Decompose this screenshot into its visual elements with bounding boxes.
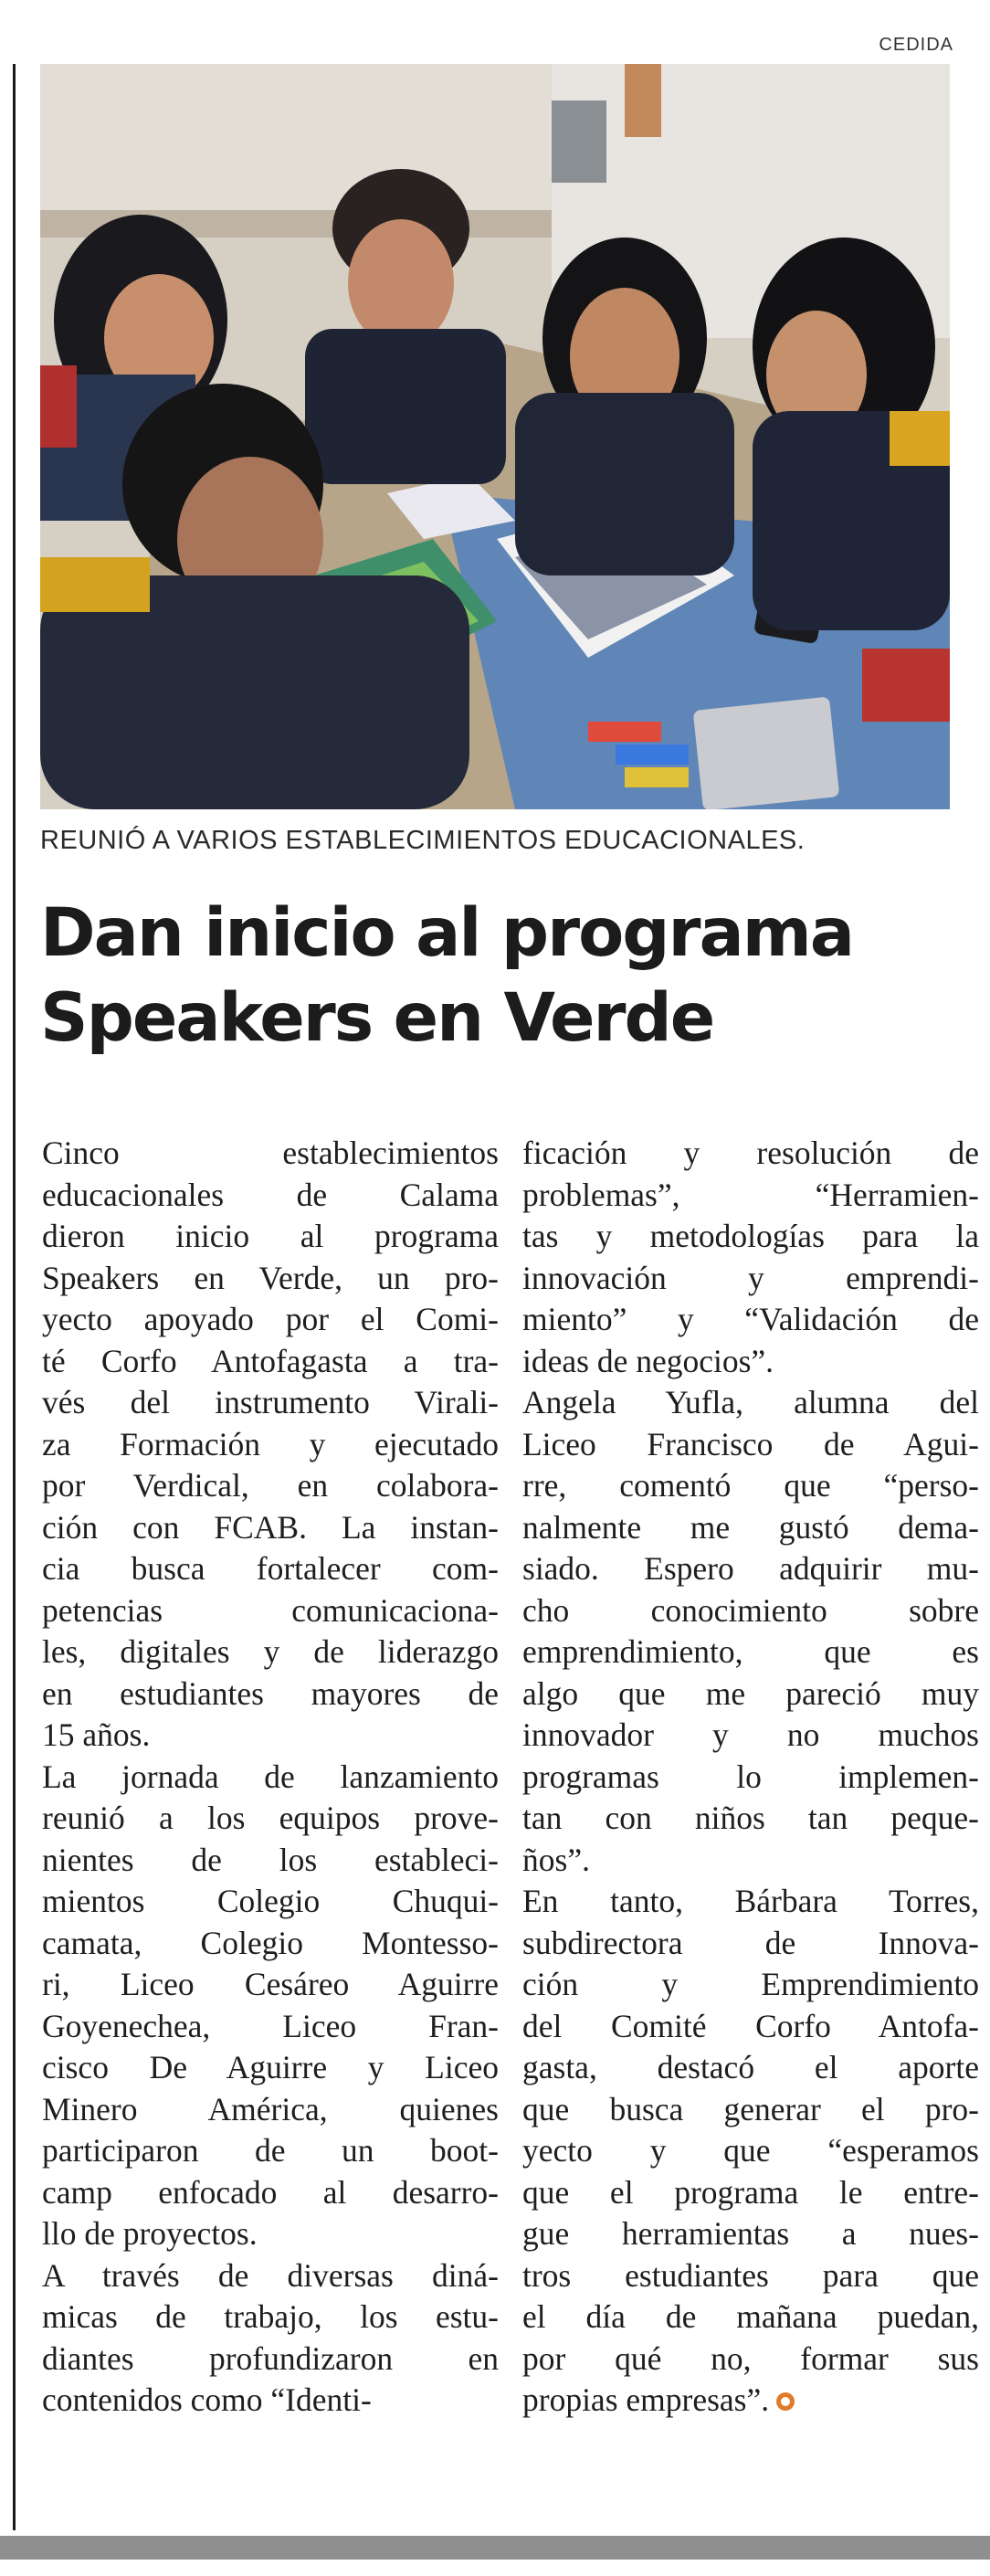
body-line: nientes de los estableci- bbox=[42, 1841, 499, 1878]
body-line: za Formación y ejecutado bbox=[42, 1425, 499, 1462]
body-line: propias empresas”. bbox=[522, 2380, 979, 2422]
body-line: tas y metodologías para la bbox=[522, 1218, 979, 1254]
body-line: ción y Emprendimiento bbox=[522, 1966, 979, 2002]
body-line: Liceo Francisco de Agui- bbox=[522, 1425, 979, 1462]
body-line: en estudiantes mayores de bbox=[42, 1674, 499, 1712]
body-line: té Corfo Antofagasta a tra- bbox=[42, 1342, 499, 1379]
body-line: ción con FCAB. La instan- bbox=[42, 1508, 499, 1546]
body-line: tan con niños tan peque- bbox=[522, 1800, 979, 1836]
body-column-right bbox=[522, 1133, 979, 2422]
body-line: La jornada de lanzamiento bbox=[42, 1758, 499, 1795]
body-line: yecto y que “esperamos bbox=[522, 2132, 979, 2169]
body-line: ri, Liceo Cesáreo Aguirre bbox=[42, 1966, 499, 2002]
column-rule bbox=[13, 64, 16, 2530]
body-line: Angela Yufla, alumna del bbox=[522, 1384, 979, 1420]
body-line: siado. Espero adquirir mu- bbox=[522, 1550, 979, 1587]
photo-credit: CEDIDA bbox=[879, 35, 953, 55]
body-line: contenidos como “Identi- bbox=[42, 2381, 372, 2418]
body-line: 15 años. bbox=[42, 1716, 151, 1753]
article-photo bbox=[40, 64, 950, 809]
body-line: reunió a los equipos prove- bbox=[42, 1800, 499, 1836]
headline-line-2: Speakers en Verde bbox=[40, 979, 714, 1057]
body-line: camp enfocado al desarro- bbox=[42, 2173, 499, 2211]
body-line: participaron de un boot- bbox=[42, 2132, 499, 2169]
body-line: Minero América, quienes bbox=[42, 2090, 499, 2127]
body-line: ideas de negocios”. bbox=[522, 1342, 774, 1379]
body-line: cia busca fortalecer com- bbox=[42, 1550, 499, 1587]
body-line: diantes profundizaron en bbox=[42, 2339, 499, 2377]
body-line: Goyenechea, Liceo Fran- bbox=[42, 2007, 499, 2044]
classroom-photo-icon bbox=[40, 64, 950, 809]
body-line: llo de proyectos. bbox=[42, 2215, 258, 2252]
body-line: mientos Colegio Chuqui- bbox=[42, 1883, 499, 1919]
body-line: del Comité Corfo Antofa- bbox=[522, 2007, 979, 2044]
body-line: micas de trabajo, los estu- bbox=[42, 2298, 499, 2335]
body-line: el día de mañana puedan, bbox=[522, 2298, 979, 2335]
body-line: dieron inicio al programa bbox=[42, 1218, 499, 1254]
body-line: algo que me pareció muy bbox=[522, 1674, 979, 1712]
body-line: ños”. bbox=[522, 1841, 590, 1878]
body-line: que busca generar el pro- bbox=[522, 2090, 979, 2127]
body-line: subdirectora de Innova- bbox=[522, 1924, 979, 1961]
body-line: gasta, destacó el aporte bbox=[522, 2049, 979, 2085]
body-line: vés del instrumento Virali- bbox=[42, 1384, 499, 1420]
body-line: que el programa le entre- bbox=[522, 2173, 979, 2211]
body-line: rre, comentó que “perso- bbox=[522, 1467, 979, 1504]
body-line: ficación y resolución de bbox=[522, 1135, 979, 1171]
body-line: por qué no, formar sus bbox=[522, 2339, 979, 2377]
end-of-article-icon bbox=[776, 2392, 795, 2411]
body-line: En tanto, Bárbara Torres, bbox=[522, 1883, 979, 1919]
body-line: problemas”, “Herramien- bbox=[522, 1176, 979, 1213]
body-line: yecto apoyado por el Comi- bbox=[42, 1301, 499, 1337]
body-line: A través de diversas diná- bbox=[42, 2256, 499, 2294]
body-line: emprendimiento, que es bbox=[522, 1633, 979, 1670]
headline-line-1: Dan inicio al programa bbox=[40, 894, 854, 972]
body-line: por Verdical, en colabora- bbox=[42, 1467, 499, 1504]
page-bottom-bar bbox=[0, 2536, 990, 2560]
body-line: innovador y no muchos bbox=[522, 1716, 979, 1753]
body-line: Cinco establecimientos bbox=[42, 1135, 499, 1171]
body-line: miento” y “Validación de bbox=[522, 1301, 979, 1337]
photo-caption: REUNIÓ A VARIOS ESTABLECIMIENTOS EDUCACIONALES. bbox=[40, 826, 806, 855]
body-line: innovación y emprendi- bbox=[522, 1259, 979, 1296]
body-line: nalmente me gustó dema- bbox=[522, 1508, 979, 1546]
headline bbox=[40, 891, 950, 1061]
body-line: tros estudiantes para que bbox=[522, 2256, 979, 2294]
body-line: educacionales de Calama bbox=[42, 1176, 499, 1213]
body-line: programas lo implemen- bbox=[522, 1758, 979, 1795]
body-line: gue herramientas a nues- bbox=[522, 2215, 979, 2252]
body-line: cisco De Aguirre y Liceo bbox=[42, 2049, 499, 2085]
body-line: cho conocimiento sobre bbox=[522, 1591, 979, 1629]
body-column-left bbox=[42, 1133, 499, 2422]
body-line: Speakers en Verde, un pro- bbox=[42, 1259, 499, 1296]
body-line: les, digitales y de liderazgo bbox=[42, 1633, 499, 1670]
body-line: petencias comunicaciona- bbox=[42, 1591, 499, 1629]
body-line: camata, Colegio Montesso- bbox=[42, 1924, 499, 1961]
